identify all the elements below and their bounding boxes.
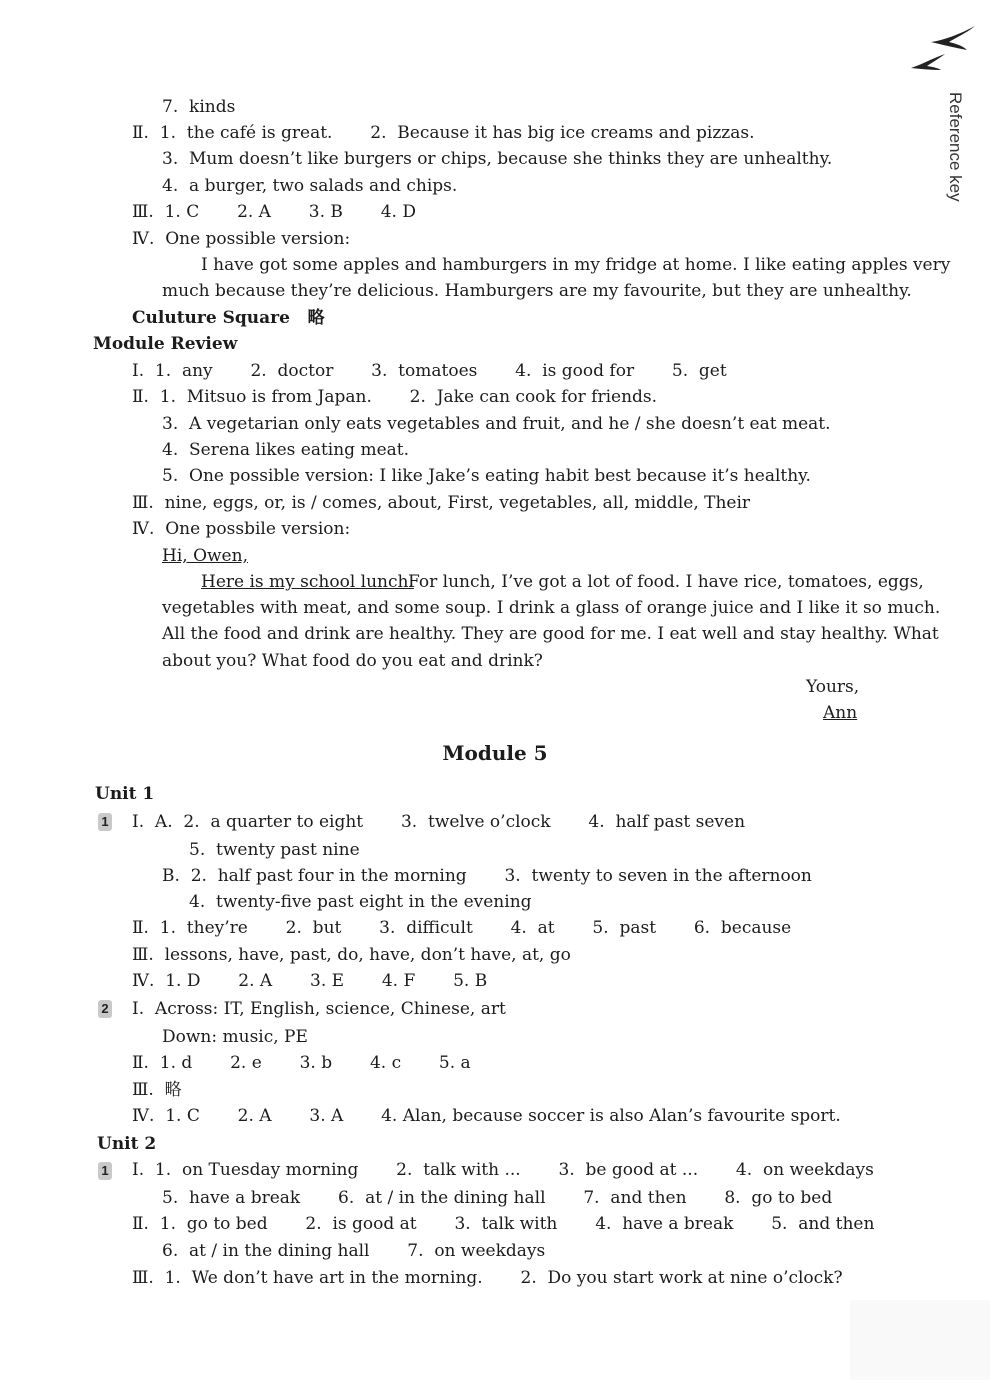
section-number-badge: 1 (98, 813, 112, 831)
answer-line: Ⅱ. 1. d 2. e 3. b 4. c 5. a (132, 1053, 471, 1073)
answer-line: B. 2. half past four in the morning 3. twenty to seven in the afternoon (162, 866, 812, 886)
answer-line: 5. One possible version: I like Jake’s eating habit best because it’s healthy. (162, 466, 811, 486)
watermark-icon (850, 1300, 990, 1380)
answer-line: 5. have a break 6. at / in the dining hall 7. and then 8. go to bed (162, 1188, 833, 1208)
section-number-badge: 2 (98, 1000, 112, 1018)
answer-line: Ⅲ. nine, eggs, or, is / comes, about, First, vegetables, all, middle, Their (132, 493, 751, 513)
answer-line: Ⅲ. 1. C 2. A 3. B 4. D (132, 202, 416, 222)
birds-icon (905, 20, 985, 75)
answer-line: Ⅱ. 1. Mitsuo is from Japan. 2. Jake can cook for friends. (132, 387, 658, 407)
answer-line: 3. Mum doesn’t like burgers or chips, because she thinks they are unhealthy. (162, 149, 833, 169)
answer-line: 4. twenty-five past eight in the evening (189, 892, 532, 912)
answer-line: much because they’re delicious. Hamburgers are my favourite, but they are unhealthy. (162, 281, 912, 301)
answer-line: 7. kinds (162, 97, 236, 117)
unit1-label: Unit 1 (95, 784, 155, 804)
answer-line: 4. a burger, two salads and chips. (162, 176, 458, 196)
answer-line: Ⅲ. lessons, have, past, do, have, don’t have, at, go (132, 945, 571, 965)
answer-line: Ⅳ. One possbile version: (132, 519, 351, 539)
answer-line: Ⅱ. 1. they’re 2. but 3. difficult 4. at 5. past 6. because (132, 918, 792, 938)
answer-line: Hi, Owen, (162, 546, 248, 566)
answer-line: 4. Serena likes eating meat. (162, 440, 410, 460)
answer-line: Ⅲ. 略 (132, 1080, 182, 1100)
answer-line: vegetables with meat, and some soup. I drink a glass of orange juice and I like it so much. (162, 598, 941, 618)
answer-line: Ⅰ. 1. any 2. doctor 3. tomatoes 4. is good for 5. get (132, 361, 727, 381)
section-number-badge: 1 (98, 1162, 112, 1180)
answer-line: Ⅳ. 1. C 2. A 3. A 4. Alan, because soccer is also Alan’s favourite sport. (132, 1106, 841, 1126)
answer-line: I have got some apples and hamburgers in my fridge at home. I like eating apples very (201, 255, 951, 275)
answer-line: Ⅰ. 1. on Tuesday morning 2. talk with ... 3. be good at ... 4. on weekdays (132, 1160, 874, 1180)
answer-line: 5. twenty past nine (189, 840, 360, 860)
module5-title: Module 5 (442, 741, 548, 765)
answer-line: about you? What food do you eat and drink? (162, 651, 543, 671)
answer-line: Culuture Square 略 (132, 308, 325, 328)
unit2-label: Unit 2 (97, 1134, 157, 1154)
side-label-reference-key: Reference key (946, 92, 965, 202)
answer-line: All the food and drink are healthy. They are good for me. I eat well and stay healthy. What (162, 624, 939, 644)
answer-line: For lunch, I’ve got a lot of food. I have rice, tomatoes, eggs, (408, 572, 924, 592)
answer-line: Ⅳ. 1. D 2. A 3. E 4. F 5. B (132, 971, 488, 991)
answer-line: Ⅱ. 1. go to bed 2. is good at 3. talk with 4. have a break 5. and then (132, 1214, 875, 1234)
answer-line: Ⅰ. A. 2. a quarter to eight 3. twelve o’clock 4. half past seven (132, 812, 746, 832)
answer-line: Ⅳ. One possible version: (132, 229, 351, 249)
answer-line: Down: music, PE (162, 1027, 308, 1047)
answer-line: Ann (823, 703, 858, 723)
answer-line: Yours, (806, 677, 860, 697)
answer-line: Module Review (93, 334, 238, 354)
answer-line: Ⅰ. Across: IT, English, science, Chinese, art (132, 999, 506, 1019)
answer-line: Ⅱ. 1. the café is great. 2. Because it has big ice creams and pizzas. (132, 123, 755, 143)
answer-line: 6. at / in the dining hall 7. on weekdays (162, 1241, 546, 1261)
answer-line: 3. A vegetarian only eats vegetables and fruit, and he / she doesn’t eat meat. (162, 414, 831, 434)
answer-line: Ⅲ. 1. We don’t have art in the morning. 2. Do you start work at nine o’clock? (132, 1268, 843, 1288)
answer-line: Here is my school lunch. (201, 572, 414, 592)
